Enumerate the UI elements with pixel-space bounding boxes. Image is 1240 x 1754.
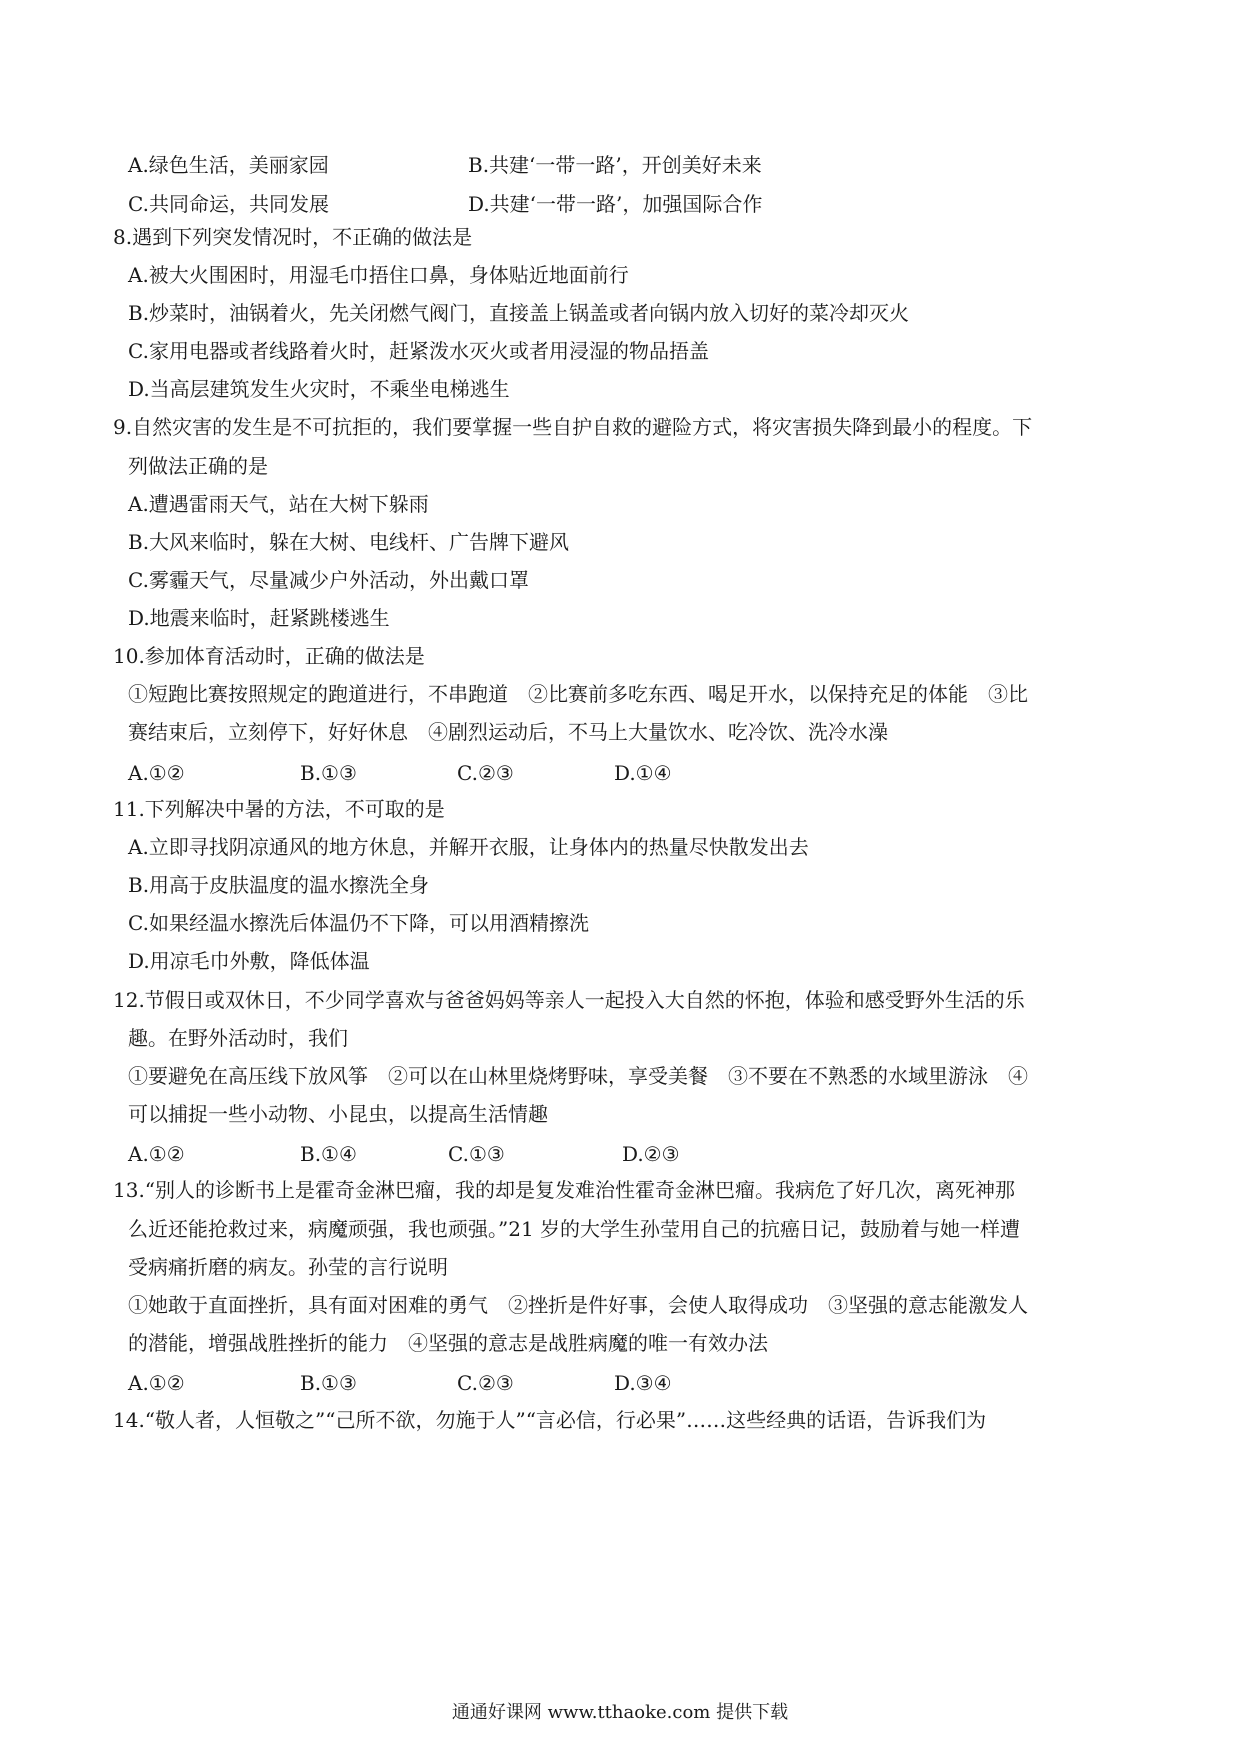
- q9-option-b: B.大风来临时，躲在大树、电线杆、广告牌下避风: [128, 530, 570, 554]
- q13-items-line-2: 的潜能，增强战胜挫折的能力 ④坚强的意志是战胜病魔的唯一有效办法: [128, 1331, 768, 1355]
- q11-option-a: A.立即寻找阴凉通风的地方休息，并解开衣服，让身体内的热量尽快散发出去: [128, 835, 809, 859]
- q13-choice-b: B.①③: [300, 1371, 357, 1395]
- q13-stem-line-3: 受病痛折磨的病友。孙莹的言行说明: [128, 1255, 448, 1279]
- q10-items-line-1: ①短跑比赛按照规定的跑道进行，不串跑道 ②比赛前多吃东西、喝足开水，以保持充足的体能 ③比: [128, 682, 1028, 706]
- q7-option-a: A.绿色生活，美丽家园: [128, 153, 329, 177]
- q11-option-d: D.用凉毛巾外敷，降低体温: [128, 949, 370, 973]
- q8-option-d: D.当高层建筑发生火灾时，不乘坐电梯逃生: [128, 377, 510, 401]
- q13-choice-c: C.②③: [457, 1371, 514, 1395]
- q12-choice-a: A.①②: [128, 1142, 185, 1166]
- q13-stem-line-1: 13.“别人的诊断书上是霍奇金淋巴瘤，我的却是复发难治性霍奇金淋巴瘤。我病危了好几次，离死神那: [113, 1178, 1016, 1202]
- q13-stem-line-2: 么近还能抢救过来，病魔顽强，我也顽强。”21 岁的大学生孙莹用自己的抗癌日记，鼓励着与她一样遭: [128, 1217, 1021, 1241]
- q7-option-c: C.共同命运，共同发展: [128, 192, 329, 216]
- q13-choice-a: A.①②: [128, 1371, 185, 1395]
- q10-stem: 10.参加体育活动时，正确的做法是: [113, 644, 425, 668]
- page-footer: 通通好课网 www.tthaoke.com 提供下载: [451, 1702, 789, 1723]
- q12-choice-d: D.②③: [622, 1142, 680, 1166]
- q10-choice-d: D.①④: [614, 761, 672, 785]
- q9-option-a: A.遭遇雷雨天气，站在大树下躲雨: [128, 492, 429, 516]
- q13-choice-d: D.③④: [614, 1371, 672, 1395]
- q11-option-c: C.如果经温水擦洗后体温仍不下降，可以用酒精擦洗: [128, 911, 589, 935]
- q13-items-line-1: ①她敢于直面挫折，具有面对困难的勇气 ②挫折是件好事，会使人取得成功 ③坚强的意志能激发人: [128, 1293, 1028, 1317]
- q10-items-line-2: 赛结束后，立刻停下，好好休息 ④剧烈运动后，不马上大量饮水、吃冷饮、洗冷水澡: [128, 720, 888, 744]
- q14-stem: 14.“敬人者，人恒敬之”“己所不欲，勿施于人”“言必信，行必果”……这些经典的话语，告诉我们为: [113, 1408, 987, 1432]
- q8-option-c: C.家用电器或者线路着火时，赶紧泼水灭火或者用浸湿的物品捂盖: [128, 339, 709, 363]
- q7-option-d: D.共建‘一带一路’，加强国际合作: [468, 192, 763, 216]
- q11-stem: 11.下列解决中暑的方法，不可取的是: [113, 797, 445, 821]
- q8-option-a: A.被大火围困时，用湿毛巾捂住口鼻，身体贴近地面前行: [128, 263, 629, 287]
- q7-option-b: B.共建‘一带一路’，开创美好未来: [468, 153, 762, 177]
- q9-option-c: C.雾霾天气，尽量减少户外活动，外出戴口罩: [128, 568, 529, 592]
- q8-option-b: B.炒菜时，油锅着火，先关闭燃气阀门，直接盖上锅盖或者向锅内放入切好的菜冷却灭火: [128, 301, 910, 325]
- q9-option-d: D.地震来临时，赶紧跳楼逃生: [128, 606, 390, 630]
- q8-stem: 8.遇到下列突发情况时，不正确的做法是: [113, 225, 473, 249]
- q12-choice-b: B.①④: [300, 1142, 357, 1166]
- q10-choice-c: C.②③: [457, 761, 514, 785]
- q9-stem-line-1: 9.自然灾害的发生是不可抗拒的，我们要掌握一些自护自救的避险方式，将灾害损失降到最小的程度。下: [113, 415, 1033, 439]
- q12-items-line-1: ①要避免在高压线下放风筝 ②可以在山林里烧烤野味，享受美餐 ③不要在不熟悉的水域里游泳 ④: [128, 1064, 1028, 1088]
- q10-choice-a: A.①②: [128, 761, 185, 785]
- q11-option-b: B.用高于皮肤温度的温水擦洗全身: [128, 873, 430, 897]
- q12-items-line-2: 可以捕捉一些小动物、小昆虫，以提高生活情趣: [128, 1102, 548, 1126]
- q10-choice-b: B.①③: [300, 761, 357, 785]
- q9-stem-line-2: 列做法正确的是: [128, 454, 268, 478]
- q12-stem-line-2: 趣。在野外活动时，我们: [128, 1026, 348, 1050]
- q12-choice-c: C.①③: [448, 1142, 505, 1166]
- q12-stem-line-1: 12.节假日或双休日，不少同学喜欢与爸爸妈妈等亲人一起投入大自然的怀抱，体验和感受野外生活的乐: [113, 988, 1025, 1012]
